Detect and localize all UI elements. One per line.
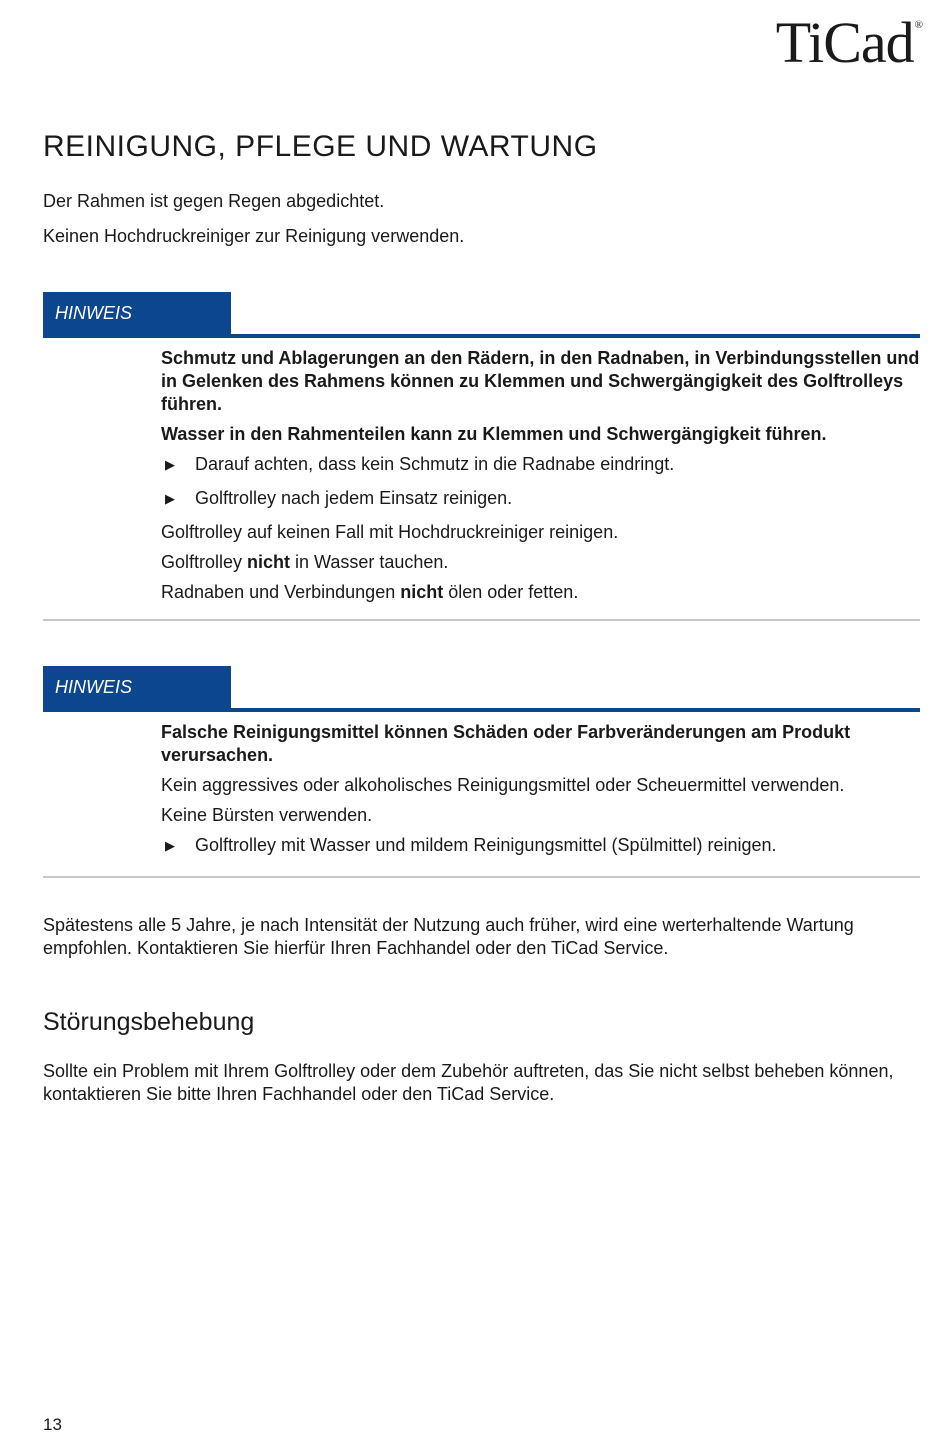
- notice-box-1: [43, 292, 920, 621]
- notice-warning-text-2: Wasser in den Rahmenteilen kann zu Klemmen und Schwergängigkeit führen.: [161, 424, 827, 444]
- notice-label: HINWEIS: [43, 292, 231, 335]
- notice-header: [43, 666, 920, 712]
- notice-body: [43, 338, 920, 621]
- notice-line-1: Golftrolley auf keinen Fall mit Hochdruckreiniger reinigen.: [161, 522, 619, 542]
- notice-warning-text: Falsche Reinigungsmittel können Schäden oder Farbveränderungen am Produkt verursachen.: [161, 722, 851, 765]
- notice-line-1: Kein aggressives oder alkoholisches Reinigungsmittel oder Scheuermittel verwenden.: [161, 775, 845, 795]
- instruction-item: [161, 453, 920, 476]
- notice-line-2: Keine Bürsten verwenden.: [161, 805, 373, 825]
- intro-line-2: Keinen Hochdruckreiniger zur Reinigung verwenden.: [43, 226, 465, 246]
- instruction-text: Golftrolley nach jedem Einsatz reinigen.: [195, 488, 513, 508]
- instruction-item: [161, 834, 920, 857]
- notice-body: [43, 712, 920, 878]
- instruction-item: [161, 487, 920, 510]
- instruction-text: Darauf achten, dass kein Schmutz in die Radnabe eindringt.: [195, 454, 675, 474]
- brand-logo: [775, 10, 922, 75]
- triangle-right-icon: ▶: [165, 457, 175, 472]
- section-heading: Störungsbehebung: [43, 1008, 255, 1036]
- page-title: REINIGUNG, PFLEGE UND WARTUNG: [43, 130, 598, 163]
- section-paragraph: Sollte ein Problem mit Ihrem Golftrolley oder dem Zubehör auftreten, das Sie nicht selbst beheben können, kontaktieren Sie bitte Ihren Fachhandel oder den TiCad Service.: [43, 1061, 894, 1104]
- maintenance-paragraph: Spätestens alle 5 Jahre, je nach Intensität der Nutzung auch früher, wird eine werterhaltende Wartung empfohlen. Kontaktieren Sie hierfür Ihren Fachhandel oder den TiCad Service.: [43, 915, 854, 958]
- intro: [43, 190, 920, 248]
- registered-mark: ®: [914, 19, 922, 31]
- notice-line-3: Radnaben und Verbindungen nicht ölen oder fetten.: [161, 582, 579, 602]
- notice-header: [43, 292, 920, 338]
- brand-name: TiCad: [775, 10, 914, 75]
- notice-rule: [43, 708, 920, 712]
- notice-warning-text: Schmutz und Ablagerungen an den Rädern, in den Radnaben, in Verbindungsstellen und in Gelenken des Rahmens können zu Klemmen und Schwergängigkeit des Golftrolleys führen.: [161, 348, 920, 414]
- notice-line-2: Golftrolley nicht in Wasser tauchen.: [161, 552, 449, 572]
- notice-box-2: [43, 666, 920, 878]
- triangle-right-icon: ▶: [165, 491, 175, 506]
- intro-line-1: Der Rahmen ist gegen Regen abgedichtet.: [43, 191, 385, 211]
- page-content: [43, 130, 920, 1106]
- notice-rule: [43, 334, 920, 338]
- triangle-right-icon: ▶: [165, 838, 175, 853]
- instruction-text: Golftrolley mit Wasser und mildem Reinigungsmittel (Spülmittel) reinigen.: [195, 835, 777, 855]
- notice-label: HINWEIS: [43, 666, 231, 709]
- page-number: 13: [43, 1415, 62, 1434]
